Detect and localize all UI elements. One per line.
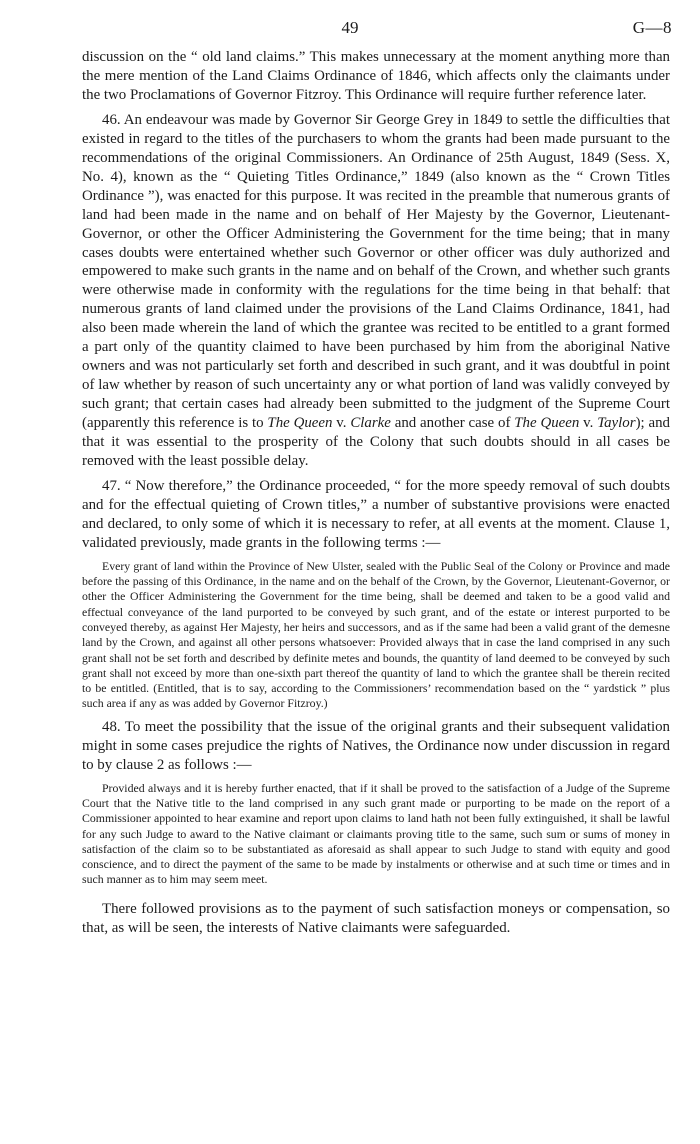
quoted-clause-1: Every grant of land within the Province of New Ulster, sealed with the Public Seal of the Colony or Province and made before the passing of this Ordinance, in the name and on the behalf of the Crown, by the Governor, Lieutenant-Governor, or other the Officer Administering the Government for the time being, shall be deemed and taken to be a good valid and effectual conveyance of the land purported to be conveyed by such grant, and of the estate or interest purported to be conveyed thereby, as against Her Majesty, her heirs and successors, and as if the same had been a valid grant of the demesne land by the Crown, and against all other persons whatsoever: Provided always that in case the land comprised in any such grant shall not be set forth and described by definite metes and bounds, the quantity of land deemed to be conveyed by such grant shall not exceed by more than one-sixth part thereof the quantity of land to which the grantee shall be therein recited to be entitled. (Entitled, that is to say, according to the Commissioners’ recommendation based on the “ yardstick ” plus such area if any as was added by Governor Fitzroy.) [82,558,670,711]
paragraph-46-text-1: 46. An endeavour was made by Governor Sir George Grey in 1849 to settle the difficulties that existed in regard to the titles of the purchasers to whom the grants had been made pursuant to the recommendations of the original Commissioners. An Ordinance of 25th August, 1849 (Sess. X, No. 4), known as the “ Quieting Titles Ordinance,” 1849 (also known as the “ Crown Titles Ordinance ”), was enacted for this purpose. It was recited in the preamble that numerous grants of land had been made in the name and on behalf of Her Majesty by the Governor, Lieutenant-Governor, or other the Officer Administering the Government for the time being; that in many cases doubts were entertained whether such Governor or other officer was duly authorized and empowered to make such grants in the name and on behalf of the Crown, and whether such grants were otherwise made in conformity with the regulations for the time being in that behalf: that numerous grants of land claimed under the provisions of the Land Claims Ordinance, 1841, had also been made wherein the land of which the grantee was recited to be entitled to a grant formed a part only of the quantity claimed to have been purchased by him from the aboriginal Native owners and was not particularly set forth and described in such grant, and it was doubtful in point of law whether by reason of such uncertainty any or what portion of land was validly conveyed by such grant; that certain cases had already been submitted to the judgment of the Supreme Court (apparently this reference is to [82,111,670,432]
document-reference: G—8 [632,18,672,37]
paragraph-46 [82,111,670,471]
case-name-clarke: Clarke [350,415,391,432]
paragraph-46-text-2: ); and that it was essential to the prosperity of the Colony that such doubts should in all cases be removed with the least possible delay. [82,415,670,470]
page-header [0,16,700,40]
paragraph-48: 48. To meet the possibility that the issue of the original grants and their subsequent validation might in some cases prejudice the rights of Natives, the Ordinance now under discussion in regard to by clause 2 as follows :— [82,718,670,773]
case-versus-1: v. [332,415,351,432]
paragraph-46-and: and another case of [390,415,515,432]
case-versus-2: v. [579,415,598,432]
page-number: 49 [341,18,359,37]
paragraph-47: 47. “ Now therefore,” the Ordinance proceeded, “ for the more speedy removal of such doubts and for the effectual quieting of Crown titles,” a number of substantive provisions were enacted and declared, to only some of which it is necessary to refer, at all events at the moment. Clause 1, validated previously, made grants in the following terms :— [82,477,670,551]
case-name-taylor: Taylor [597,415,636,432]
paragraph-45-continuation: discussion on the “ old land claims.” This makes unnecessary at the moment anything more than the mere mention of the Land Claims Ordinance of 1846, which affects only the claimants under the two Proclamations of Governor Fitzroy. This Ordinance will require further reference later. [82,49,670,103]
paragraph-final: There followed provisions as to the payment of such satisfaction moneys or compensation, so that, as will be seen, the interests of Native claimants were safeguarded. [82,900,670,936]
page-body [82,48,670,938]
case-name-queen-1: The Queen [267,415,333,432]
quoted-clause-2: Provided always and it is hereby further enacted, that if it shall be proved to the satisfaction of a Judge of the Supreme Court that the Native title to the land comprised in any such grant made or purporting to be made on the report of a Commissioner appointed to hear examine and report upon claims to land hath not been fully extinguished, it shall be lawful for any such Judge to award to the Native claimant or claimants proving title to the same, such sum or sums of money in satisfaction of the claim so to be substantiated as aforesaid as shall appear to such Judge to stand with equity and good conscience, and to direct the payment of the same to be made by instalments or otherwise and at such time or times and in such manner as to him may seem meet. [82,780,670,887]
case-name-queen-2: The Queen [514,415,580,432]
